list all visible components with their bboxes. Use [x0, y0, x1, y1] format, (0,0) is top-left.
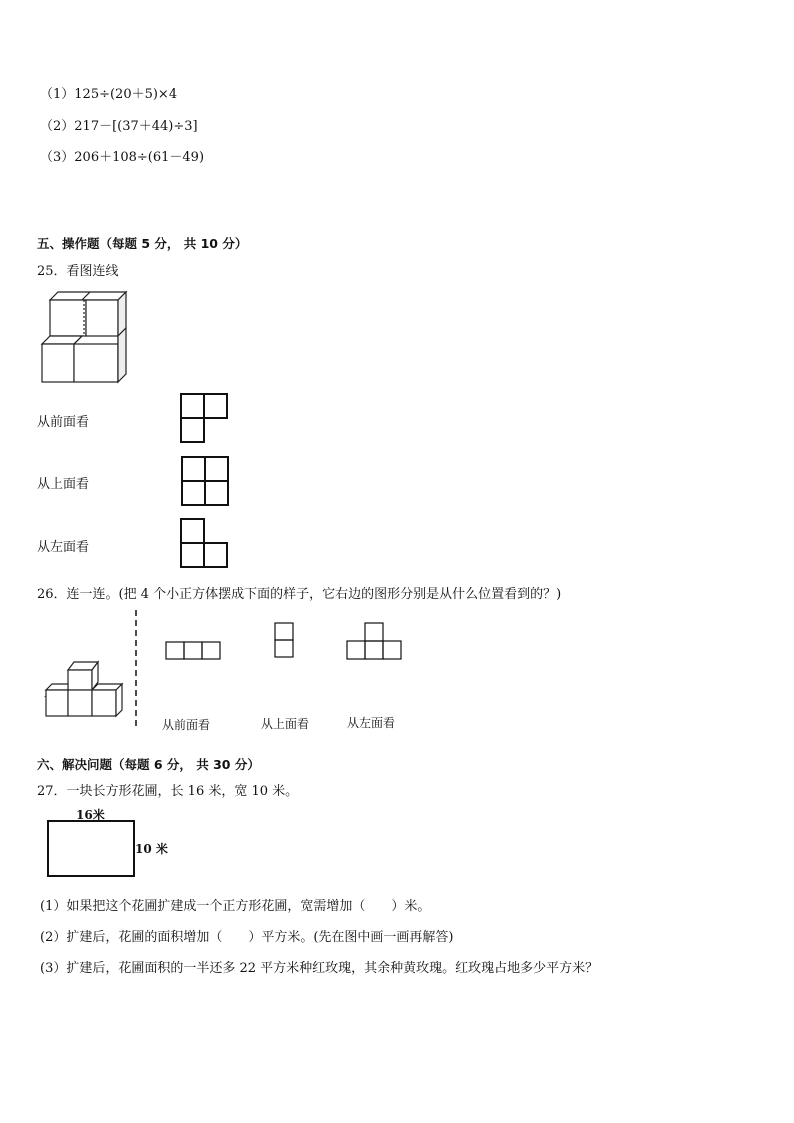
q27-width-label: 10 米: [135, 842, 168, 856]
calc-item-1: （1）125÷(20＋5)×4: [40, 87, 178, 102]
section-6-heading: 六、解决问题（每题 6 分， 共 30 分）: [37, 757, 260, 772]
q25-view-shape-2: [181, 456, 231, 508]
section-5-heading: 五、操作题（每题 5 分， 共 10 分）: [37, 236, 248, 251]
q26-title: 26．连一连。(把 4 个小正方体摆成下面的样子，它右边的图形分别是从什么位置看到的？): [37, 587, 562, 602]
q27-garden-rectangle: [47, 820, 135, 877]
q26-view-shape-2: [274, 622, 296, 662]
q27-part-1: (1）如果把这个花圃扩建成一个正方形花圃，宽需增加（ ）米。: [40, 899, 431, 914]
q26-view-shape-3: [346, 622, 404, 662]
q25-view-shape-1: [180, 393, 230, 445]
q25-label-left: 从左面看: [37, 540, 90, 555]
q25-label-top: 从上面看: [37, 477, 90, 492]
calc-item-3: （3）206＋108÷(61－49): [40, 150, 205, 165]
q27-part-3: (3）扩建后，花圃面积的一半还多 22 平方米种红玫瑰，其余种黄玫瑰。红玫瑰占地多少平方米？: [40, 961, 599, 976]
q26-label-top: 从上面看: [261, 717, 310, 731]
q26-label-front: 从前面看: [162, 718, 211, 732]
calc-item-2: （2）217－[(37＋44)÷3]: [40, 119, 198, 134]
q27-title: 27．一块长方形花圃，长 16 米，宽 10 米。: [37, 784, 299, 799]
q26-view-shape-1: [165, 641, 223, 661]
q26-divider-line: [134, 610, 138, 730]
q25-label-front: 从前面看: [37, 415, 90, 430]
q26-cube-figure: [44, 660, 124, 720]
q27-part-2: (2）扩建后，花圃的面积增加（ ）平方米。(先在图中画一画再解答): [40, 930, 454, 945]
q25-view-shape-3: [180, 518, 230, 570]
q26-label-left: 从左面看: [347, 716, 396, 730]
q25-cube-figure: [38, 288, 133, 386]
q25-title: 25．看图连线: [37, 264, 119, 279]
q27-length-label: 16米: [76, 808, 105, 822]
